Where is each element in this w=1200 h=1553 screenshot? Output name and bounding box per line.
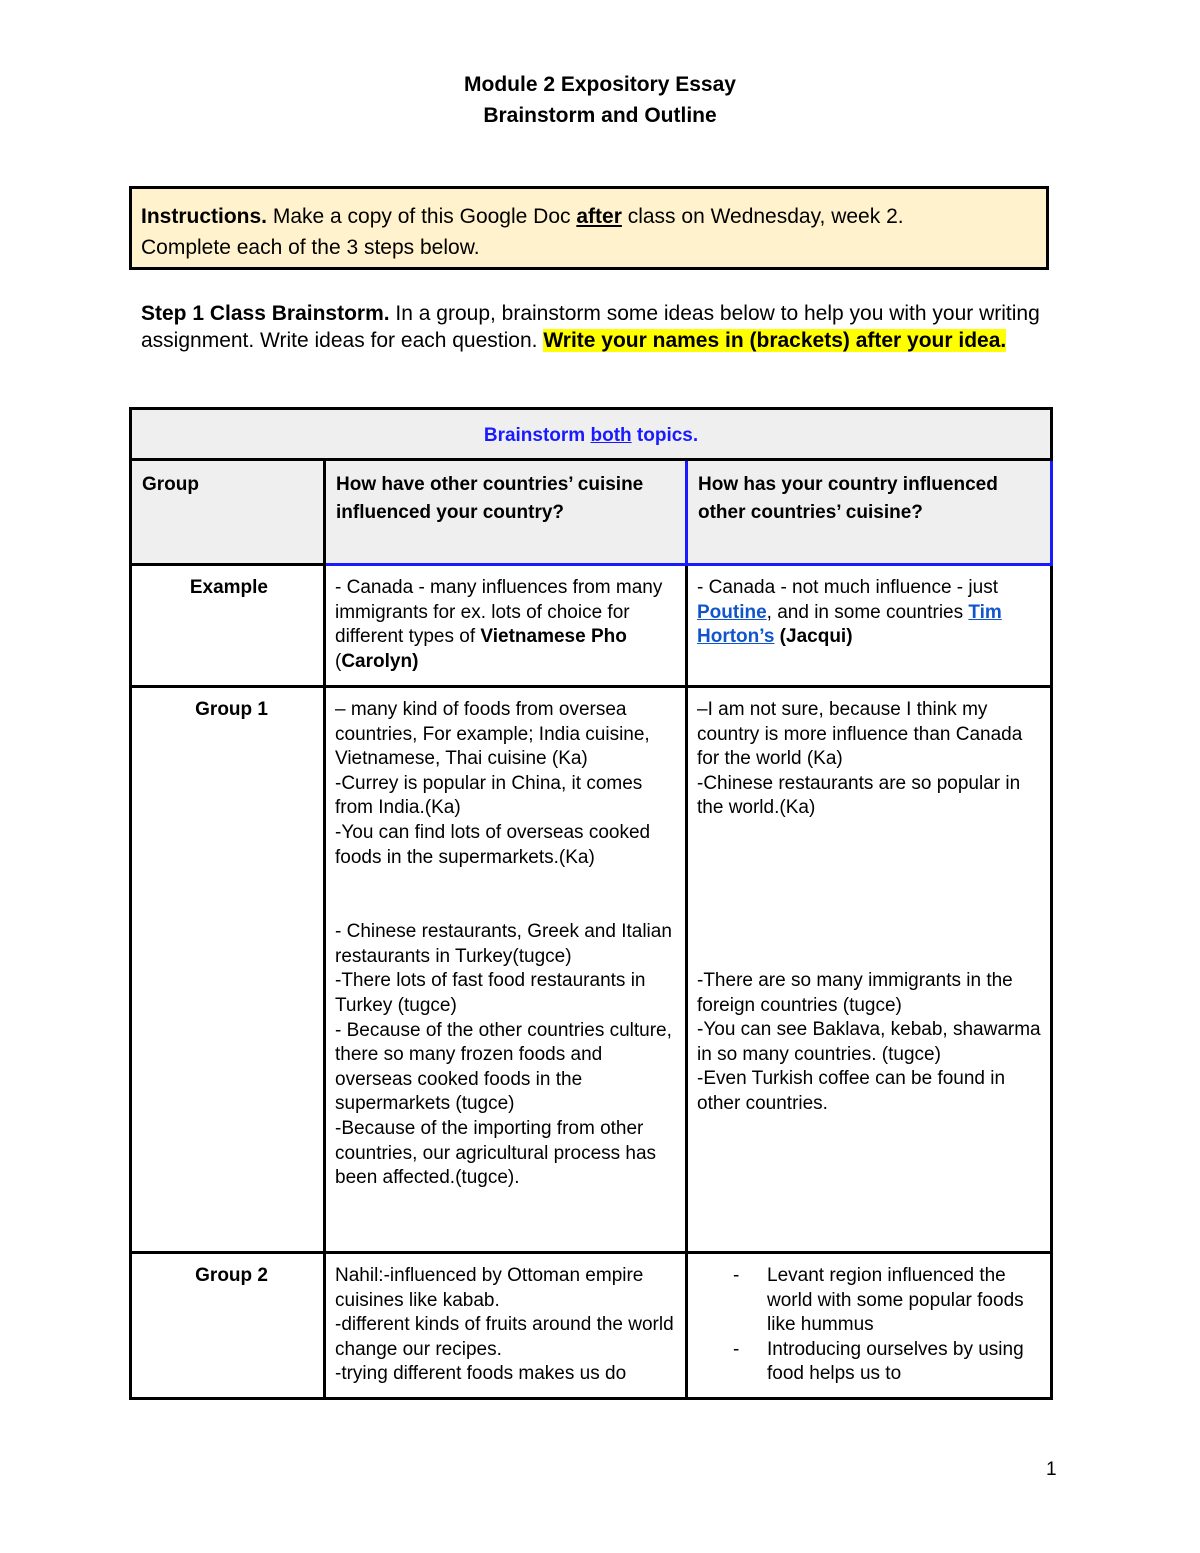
poutine-link[interactable]: Poutine xyxy=(697,601,767,623)
table-row-example xyxy=(131,565,1052,687)
list-item: -Because of the importing from other countries, our agricultural process has been affected.(tugce). xyxy=(335,1117,657,1189)
example-cell-q2 xyxy=(687,565,1052,687)
banner-emphasis: both xyxy=(590,425,632,446)
instructions-text-before: Make a copy of this Google Doc xyxy=(267,205,577,228)
example-q1-bold: Vietnamese Pho xyxy=(480,626,627,648)
step1-paragraph xyxy=(141,300,1041,354)
header-group: Group xyxy=(131,460,325,565)
banner-pre: Brainstorm xyxy=(483,425,591,446)
tim-hortons-link[interactable]: Tim Horton’s xyxy=(697,601,1002,648)
group1-cell-q2 xyxy=(687,687,1052,1253)
document-subtitle: Brainstorm and Outline xyxy=(483,104,717,127)
brainstorm-table xyxy=(129,407,1053,1400)
group1-label-cell: Group 1 xyxy=(131,687,325,1253)
example-q1-name: Carolyn) xyxy=(341,650,419,672)
list-item: -There are so many immigrants in the foreign countries (tugce) xyxy=(697,969,1013,1016)
list-item: -There lots of fast food restaurants in Turkey (tugce) xyxy=(335,970,646,1016)
list-item: -trying different foods makes us do xyxy=(335,1363,627,1385)
instructions-label: Instructions. xyxy=(141,205,268,228)
example-label-cell: Example xyxy=(131,565,325,687)
list-item: -Chinese restaurants are so popular in the world.(Ka) xyxy=(697,772,1021,819)
table-banner xyxy=(131,409,1052,460)
group1-cell-q1 xyxy=(325,687,687,1253)
group2-cell-q1 xyxy=(325,1253,687,1399)
list-item: -You can find lots of overseas cooked foods in the supermarkets.(Ka) xyxy=(335,821,651,868)
list-item: - Introducing ourselves by using food helps us to xyxy=(733,1338,1024,1385)
list-item: - Because of the other countries culture, there so many frozen foods and overseas cooked foods in the supermarkets (tugce) xyxy=(335,1019,672,1115)
list-item: - Chinese restaurants, Greek and Italian restaurants in Turkey(tugce) xyxy=(335,921,672,967)
example-cell-q1: - Canada - many influences from many immigrants for ex. lots of choice for different types of Vietnamese Pho (Carolyn) xyxy=(325,565,687,687)
list-item: - Levant region influenced the world with some popular foods like hummus xyxy=(733,1265,1024,1336)
example-q2-text: - Canada - not much influence - just xyxy=(697,577,998,598)
step1-highlight: Write your names in (brackets) after your idea. xyxy=(543,329,1007,352)
group2-cell-q2 xyxy=(687,1253,1052,1399)
document-title: Module 2 Expository Essay xyxy=(464,73,736,96)
banner-post: topics. xyxy=(631,425,699,446)
step1-text: In a group, brainstorm some ideas below to help you with your writing assignment. Write ideas for each question. xyxy=(141,302,1040,352)
table-row-group1 xyxy=(131,687,1052,1253)
instructions-box xyxy=(129,186,1049,270)
list-item: –I am not sure, because I think my country is more influence than Canada for the world (Ka) xyxy=(697,699,1023,770)
group2-label-cell: Group 2 xyxy=(131,1253,325,1399)
instructions-emphasis: after xyxy=(576,205,622,228)
list-item: -different kinds of fruits around the world change our recipes. xyxy=(335,1314,674,1360)
example-q2-mid: , and in some countries xyxy=(766,601,969,623)
list-item: -You can see Baklava, kebab, shawarma in so many countries. (tugce) xyxy=(697,1019,1041,1065)
header-question-1: How have other countries’ cuisine influenced your country? xyxy=(325,460,687,565)
instructions-line2: Complete each of the 3 steps below. xyxy=(141,236,480,259)
instructions-text xyxy=(141,201,1036,263)
example-q2-name: (Jacqui) xyxy=(774,626,853,648)
step1-label: Step 1 Class Brainstorm. xyxy=(141,302,390,325)
instructions-text-after: class on Wednesday, week 2. xyxy=(621,205,904,228)
list-item: -Currey is popular in China, it comes from India.(Ka) xyxy=(335,772,643,819)
header-question-2: How has your country influenced other countries’ cuisine? xyxy=(687,460,1052,565)
page-number: 1 xyxy=(1046,1459,1057,1480)
list-item: -Even Turkish coffee can be found in other countries. xyxy=(697,1068,1006,1114)
list-item: – many kind of foods from oversea countries, For example; India cuisine, Vietnamese, Thai cuisine (Ka) xyxy=(335,699,650,770)
example-q1-text: - Canada - many influences from many immigrants for ex. lots of choice for different types of xyxy=(335,577,663,648)
list-item: Nahil:-influenced by Ottoman empire cuisines like kabab. xyxy=(335,1265,644,1311)
table-row-group2 xyxy=(131,1253,1052,1399)
